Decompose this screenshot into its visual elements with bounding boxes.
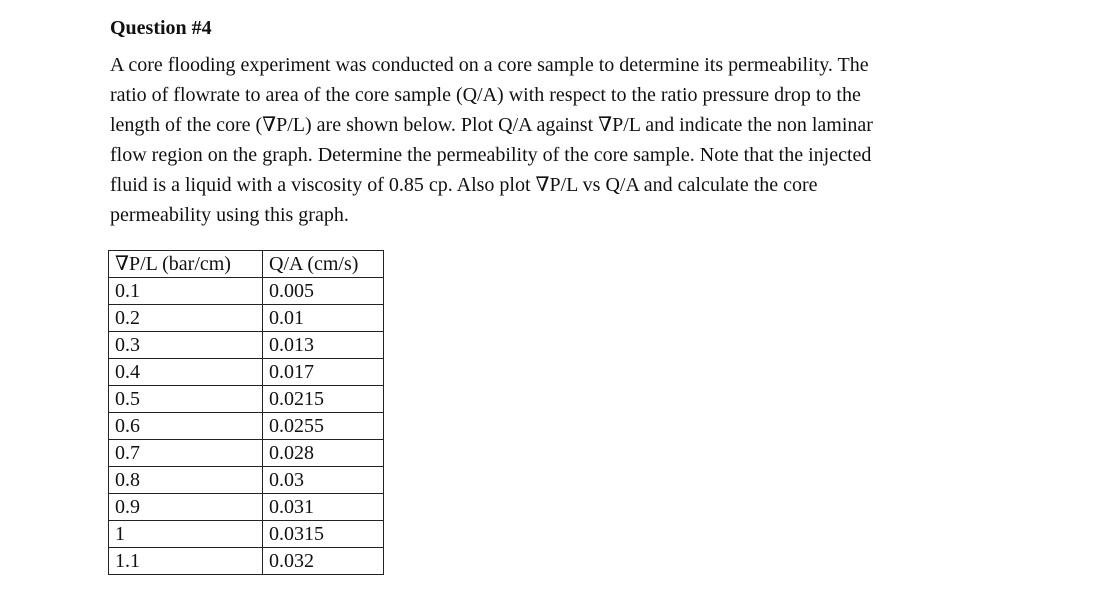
document — [110, 14, 990, 230]
cell-pressure-gradient: 0.3 — [109, 332, 263, 359]
cell-pressure-gradient: 0.5 — [109, 386, 263, 413]
table-row — [109, 278, 384, 305]
table-row — [109, 521, 384, 548]
cell-flux: 0.03 — [263, 467, 384, 494]
table-row — [109, 413, 384, 440]
cell-flux: 0.005 — [263, 278, 384, 305]
cell-pressure-gradient: 1.1 — [109, 548, 263, 575]
cell-flux: 0.0215 — [263, 386, 384, 413]
paragraph-line: length of the core (∇P/L) are shown below. Plot Q/A against ∇P/L and indicate the non laminar — [110, 114, 873, 136]
table-row — [109, 386, 384, 413]
cell-flux: 0.0315 — [263, 521, 384, 548]
cell-flux: 0.01 — [263, 305, 384, 332]
cell-flux: 0.017 — [263, 359, 384, 386]
paragraph-line: permeability using this graph. — [110, 204, 349, 226]
table-row — [109, 467, 384, 494]
paragraph-line: flow region on the graph. Determine the permeability of the core sample. Note that the injected — [110, 144, 872, 166]
table-row — [109, 548, 384, 575]
question-paragraph — [110, 50, 990, 230]
cell-pressure-gradient: 0.4 — [109, 359, 263, 386]
cell-flux: 0.028 — [263, 440, 384, 467]
table-row — [109, 332, 384, 359]
cell-pressure-gradient: 0.8 — [109, 467, 263, 494]
table-row — [109, 440, 384, 467]
cell-pressure-gradient: 1 — [109, 521, 263, 548]
paragraph-line: ratio of flowrate to area of the core sample (Q/A) with respect to the ratio pressure drop to the — [110, 84, 861, 106]
table-row — [109, 494, 384, 521]
cell-flux: 0.031 — [263, 494, 384, 521]
paragraph-line: A core flooding experiment was conducted on a core sample to determine its permeability. The — [110, 54, 869, 76]
cell-pressure-gradient: 0.7 — [109, 440, 263, 467]
cell-flux: 0.032 — [263, 548, 384, 575]
cell-pressure-gradient: 0.6 — [109, 413, 263, 440]
header-flux: Q/A (cm/s) — [263, 251, 384, 278]
paragraph-line: fluid is a liquid with a viscosity of 0.85 cp. Also plot ∇P/L vs Q/A and calculate the core — [110, 174, 818, 196]
data-table — [108, 250, 384, 575]
question-heading: Question #4 — [110, 17, 212, 39]
table-row — [109, 305, 384, 332]
cell-flux: 0.0255 — [263, 413, 384, 440]
cell-flux: 0.013 — [263, 332, 384, 359]
header-pressure-gradient: ∇P/L (bar/cm) — [109, 251, 263, 278]
cell-pressure-gradient: 0.1 — [109, 278, 263, 305]
cell-pressure-gradient: 0.2 — [109, 305, 263, 332]
table-header-row — [109, 251, 384, 278]
table-row — [109, 359, 384, 386]
cell-pressure-gradient: 0.9 — [109, 494, 263, 521]
